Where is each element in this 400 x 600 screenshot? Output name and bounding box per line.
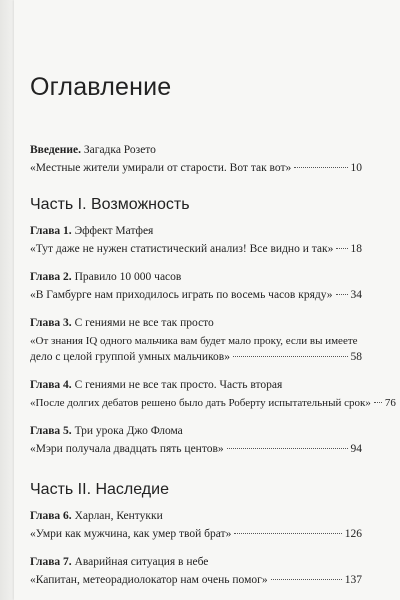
chapter-heading [30,223,362,239]
chapter-quote-line [30,395,396,411]
toc-chapter-3[interactable] [30,315,362,365]
chapter-quote: «Местные жители умирали от старости. Вот так вот» [30,162,292,174]
chapter-label: Глава 7. [30,556,72,568]
chapter-label: Глава 3. [30,317,72,329]
page-number: 94 [350,443,362,455]
chapter-quote-line [30,441,362,457]
chapter-heading [30,508,362,524]
toc-chapter-2[interactable] [30,269,362,303]
chapter-heading [30,269,362,285]
chapter-name: Аварийная ситуация в небе [74,556,209,568]
chapter-quote: «После долгих дебатов решено было дать Роберту испытательный срок» [30,397,371,409]
chapter-name: Харлан, Кентукки [74,510,163,522]
dot-leader [336,248,347,249]
dot-leader [233,356,348,357]
part-title: Часть II. Наследие [30,481,169,498]
page-number: 76 [384,397,396,409]
dot-leader [271,579,342,580]
chapter-label: Глава 6. [30,510,72,522]
book-gutter [0,0,14,600]
page-number: 137 [344,574,362,586]
chapter-quote: «От знания IQ одного мальчика вам будет мало проку, если вы имеете [30,335,358,347]
chapter-name: С гениями не все так просто. Часть вторая [74,379,283,391]
page-number: 18 [350,243,362,255]
toc-chapter-1[interactable] [30,223,362,257]
chapter-label: Глава 5. [30,425,72,437]
chapter-name: С гениями не все так просто [74,317,214,329]
chapter-name: Правило 10 000 часов [74,271,182,283]
part-title: Часть I. Возможность [30,196,190,213]
chapter-quote-line [30,526,362,542]
chapter-quote-continued: дело с целой группой умных мальчиков» [30,351,230,363]
toc-list [30,142,396,588]
page-number: 58 [350,351,362,363]
toc-intro[interactable] [30,142,362,176]
chapter-name: Эффект Матфея [74,225,154,237]
chapter-quote-line [30,572,362,588]
dot-leader [234,533,341,534]
chapter-quote-line [30,241,362,257]
chapter-heading [30,423,362,439]
page-title: Оглавление [30,72,172,101]
chapter-heading [30,315,362,331]
chapter-quote-line [30,160,362,176]
chapter-heading [30,377,362,393]
chapter-label: Глава 1. [30,225,72,237]
book-page [14,0,400,600]
dot-leader [374,402,382,403]
chapter-quote-line [30,349,362,365]
chapter-label: Глава 2. [30,271,72,283]
chapter-name: Три урока Джо Флома [74,425,183,437]
chapter-quote: «Умри как мужчина, как умер твой брат» [30,528,232,540]
dot-leader [294,167,347,168]
toc-chapter-5[interactable] [30,423,362,457]
chapter-quote: «В Гамбурге нам приходилось играть по восемь часов кряду» [30,289,333,301]
dot-leader [227,448,348,449]
chapter-quote: «Мэри получала двадцать пять центов» [30,443,224,455]
chapter-heading [30,142,362,158]
chapter-quote-line [30,287,362,303]
chapter-name: Загадка Розето [83,144,156,156]
toc-chapter-7[interactable] [30,554,362,588]
page-number: 34 [350,289,362,301]
page-number: 10 [350,162,362,174]
chapter-label: Введение. [30,144,81,156]
page-number: 126 [344,528,362,540]
toc-chapter-6[interactable] [30,508,362,542]
chapter-heading [30,554,362,570]
chapter-quote: «Капитан, метеорадиолокатор нам очень помог» [30,574,268,586]
chapter-quote: «Тут даже не нужен статистический анализ! Все видно и так» [30,243,334,255]
dot-leader [336,294,348,295]
toc-chapter-4[interactable] [30,377,396,411]
chapter-label: Глава 4. [30,379,72,391]
